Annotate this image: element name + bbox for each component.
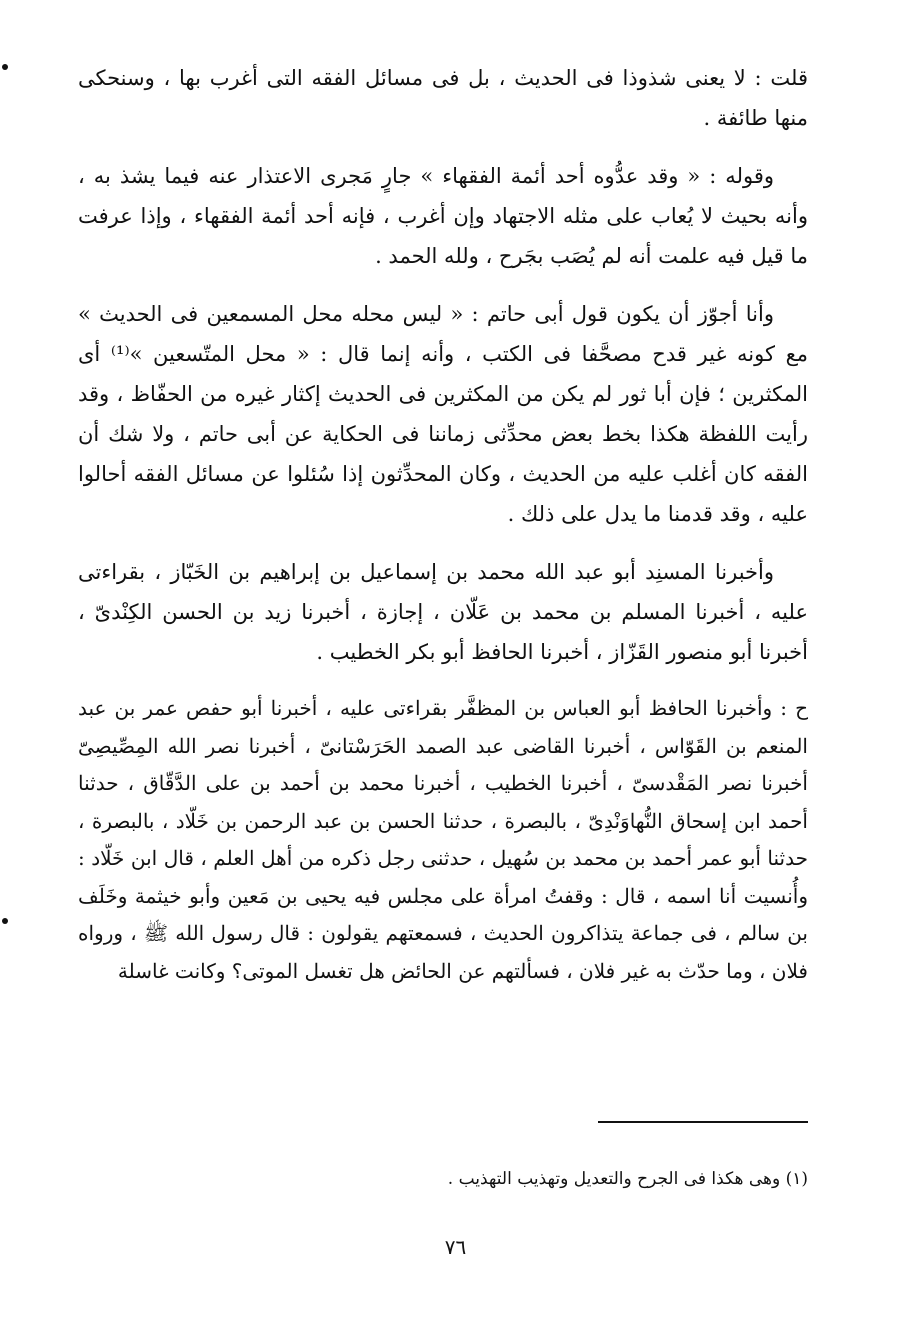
- margin-mark: [2, 64, 8, 70]
- page-number: ٧٦: [444, 1235, 467, 1259]
- paragraph-3: وأنا أجوّز أن يكون قول أبى حاتم : « ليس محله محل المسمعين فى الحديث » مع كونه غير قدح مصحَّفا فى الكتب ، وأنه إنما قال : « محل المتّسعين »⁽¹⁾ أى المكثرين ؛ فإن أبا ثور لم يكن من المكثرين فى الحديث إكثار غيره من الحفّاظ ، وقد رأيت اللفظة هكذا بخط بعض محدِّثى زماننا فى الحكاية عن أبى حاتم ، ولا شك أن الفقه كان أغلب عليه من الحديث ، وكان المحدِّثون إذا سُئلوا عن مسائل الفقه أحالوا عليه ، وقد قدمنا ما يدل على ذلك .: [78, 302, 808, 526]
- paragraph-4: وأخبرنا المسنِد أبو عبد الله محمد بن إسماعيل بن إبراهيم بن الخَبّاز ، بقراءتى عليه ، أخبرنا المسلم بن محمد بن عَلّان ، إجازة ، أخبرنا زيد بن الحسن الكِنْدىّ ، أخبرنا أبو منصور القَزّاز ، أخبرنا الحافظ أبو بكر الخطيب .: [78, 560, 808, 664]
- paragraph-5: ح : وأخبرنا الحافظ أبو العباس بن المظفَّر بقراءتى عليه ، أخبرنا أبو حفص عمر بن عبد المنعم بن القَوّاس ، أخبرنا القاضى عبد الصمد الحَرَسْتانىّ ، أخبرنا نصر الله المِصِّيصِىّ أخبرنا نصر المَقْدسىّ ، أخبرنا الخطيب ، أخبرنا محمد بن أحمد بن على الدَّقّاق ، حدثنا أحمد ابن إسحاق النُّهاوَنْدِىّ ، بالبصرة ، حدثنا الحسن بن عبد الرحمن بن خَلّاد ، بالبصرة ، حدثنا أبو عمر أحمد بن محمد بن سُهيل ، حدثنى رجل ذكره من أهل العلم ، قال ابن خَلّاد : وأُنسيت أنا اسمه ، قال : وقفتُ امرأة على مجلس فيه يحيى بن مَعين وأبو خيثمة وخَلَف بن سالم ، فى جماعة يتذاكرون الحديث ، فسمعتهم يقولون : قال رسول الله ﷺ ، ورواه فلان ، وما حدّث به غير فلان ، فسألتهم عن الحائض هل تغسل الموتى؟ وكانت غاسلة: [78, 696, 808, 983]
- footnote-divider: [598, 1121, 808, 1123]
- paragraph-2: وقوله : « وقد عدُّوه أحد أئمة الفقهاء » جارٍ مَجرى الاعتذار عنه فيما يشذ به ، وأنه بحيث لا يُعاب على مثله الاجتهاد وإن أغرب ، فإنه أحد أئمة الفقهاء ، وإذا عرفت ما قيل فيه علمت أنه لم يُصَب بجَرح ، ولله الحمد .: [78, 164, 808, 268]
- paragraph-1: قلت : لا يعنى شذوذا فى الحديث ، بل فى مسائل الفقه التى أغرب بها ، وسنحكى منها طائفة .: [78, 66, 808, 130]
- margin-mark: [2, 918, 8, 924]
- main-text: [78, 58, 808, 990]
- footnote: (١) وهى هكذا فى الجرح والتعديل وتهذيب التهذيب .: [447, 1169, 808, 1189]
